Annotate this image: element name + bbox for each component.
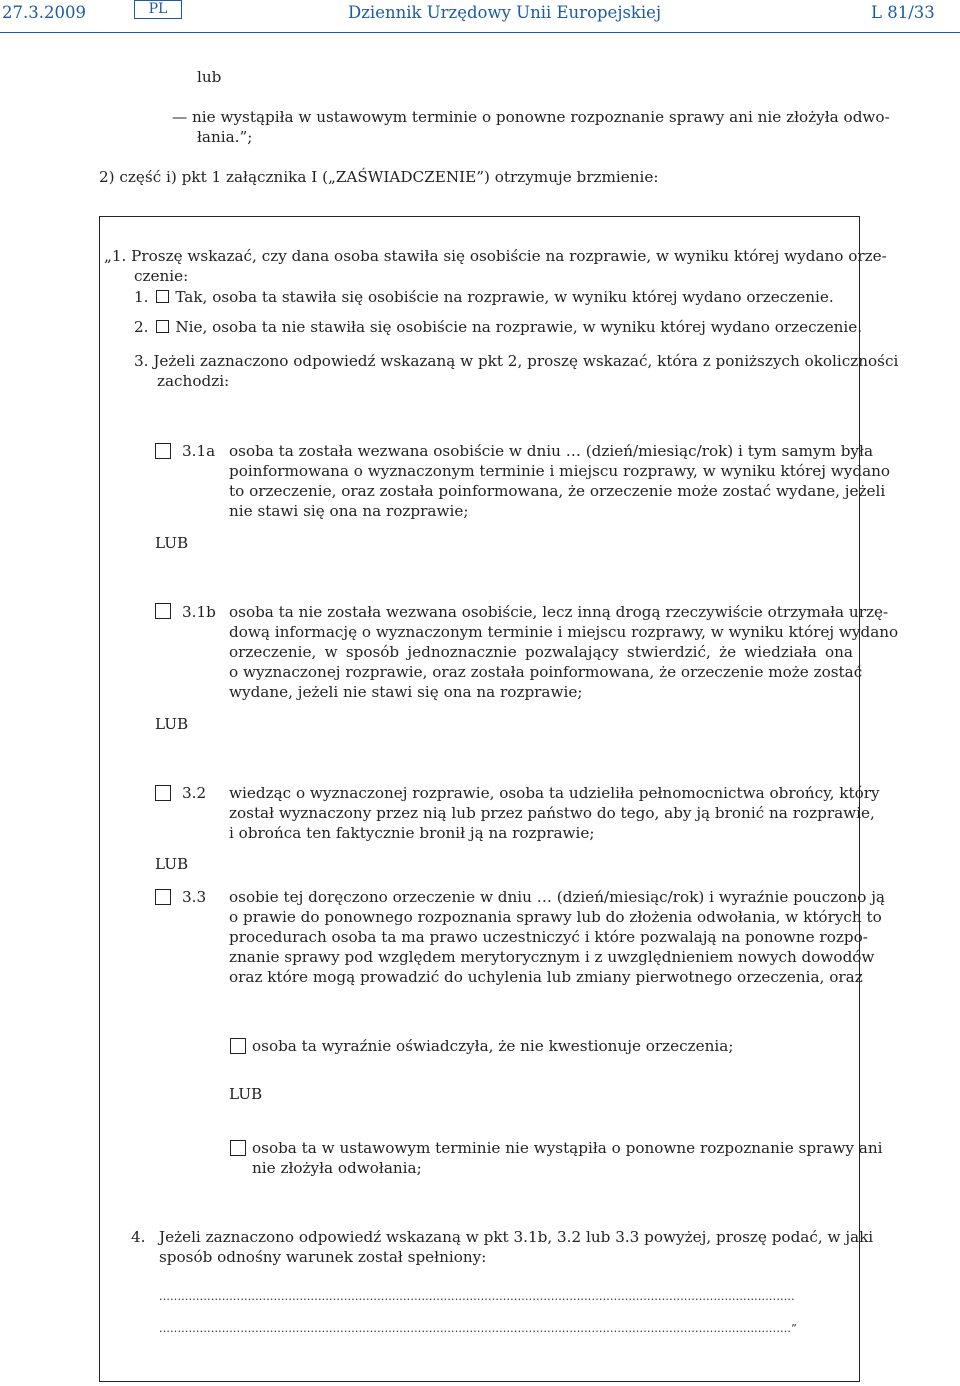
option-1-row [134, 287, 834, 307]
publication-date: 27.3.2009 [2, 3, 86, 22]
option-3-1a-line: osoba ta została wezwana osobiście w dniu … (dzień/miesiąc/rok) i tym samym była [229, 442, 873, 460]
option-2-number: 2. [134, 318, 149, 336]
sub-option-2-line-2: nie złożyła odwołania; [252, 1159, 422, 1177]
option-3-1b-line: orzeczenie, w sposób jednoznacznie pozwalający stwierdzić, że wiedziała ona [229, 643, 853, 661]
option-2-checkbox[interactable] [156, 320, 169, 333]
point-2: 2) część i) pkt 1 załącznika I („ZAŚWIADCZENIE”) otrzymuje brzmienie: [99, 168, 659, 186]
option-3-2-line: i obrońca ten faktycznie bronił ją na rozprawie; [229, 824, 595, 842]
option-3-1b-line: o wyznaczonej rozprawie, oraz została poinformowana, że orzeczenie może zostać [229, 663, 863, 681]
journal-title: Dziennik Urzędowy Unii Europejskiej [348, 3, 662, 22]
sub-option-1-text: osoba ta wyraźnie oświadczyła, że nie kwestionuje orzeczenia; [252, 1037, 734, 1055]
answer-dotted-line-2[interactable]: ...........................................................................................................................................................................” [159, 1322, 797, 1335]
option-3-3-line: o prawie do ponownego rozpoznania sprawy lub do złożenia odwołania, w których to [229, 908, 882, 926]
option-3-2-line: wiedząc o wyznaczonej rozprawie, osoba ta udzieliła pełnomocnictwa obrońcy, który [229, 784, 880, 802]
language-badge: PL [134, 0, 182, 19]
question-4-line-1: Jeżeli zaznaczono odpowiedź wskazaną w pkt 3.1b, 3.2 lub 3.3 powyżej, proszę podać, w jaki [159, 1228, 874, 1246]
lub-text: lub [197, 68, 222, 86]
question-4-line-2: sposób odnośny warunek został spełniony: [159, 1248, 487, 1266]
option-3-1a-line: to orzeczenie, oraz została poinformowana, że orzeczenie może zostać wydane, jeżeli [229, 482, 886, 500]
dash-line-1: — nie wystąpiła w ustawowym terminie o ponowne rozpoznanie sprawy ani nie złożyła odwo- [172, 108, 890, 126]
lub-separator: LUB [155, 715, 189, 733]
sub-option-2-line-1: osoba ta w ustawowym terminie nie wystąpiła o ponowne rozpoznanie sprawy ani [252, 1139, 883, 1157]
option-3-1a-line: nie stawi się ona na rozprawie; [229, 502, 469, 520]
sub-option-2-checkbox[interactable] [230, 1140, 246, 1156]
option-3-1a-line: poinformowana o wyznaczonym terminie i miejscu rozprawy, w wyniku której wydano [229, 462, 891, 480]
option-3-1b-line: dową informację o wyznaczonym terminie i miejscu rozprawy, w wyniku której wydano [229, 623, 899, 641]
option-3-3-line: znanie sprawy pod względem merytorycznym i z uwzględnieniem nowych dowodów [229, 948, 875, 966]
lub-separator: LUB [155, 534, 189, 552]
option-3-3-checkbox[interactable] [155, 889, 171, 905]
option-2-text: Nie, osoba ta nie stawiła się osobiście na rozprawie, w wyniku której wydano orzeczenie. [175, 318, 863, 336]
question-1-line-1: „1. Proszę wskazać, czy dana osoba stawiła się osobiście na rozprawie, w wyniku której wydano orze- [104, 247, 887, 265]
lub-separator: LUB [229, 1085, 263, 1103]
option-3-1b-line: wydane, jeżeli nie stawi się ona na rozprawie; [229, 683, 583, 701]
option-3-3-label: 3.3 [182, 888, 207, 906]
option-3-2-label: 3.2 [182, 784, 207, 802]
question-4-number: 4. [131, 1228, 146, 1246]
option-1-checkbox[interactable] [156, 290, 169, 303]
lub-separator: LUB [155, 855, 189, 873]
option-1-number: 1. [134, 288, 149, 306]
question-1-line-2: czenie: [134, 267, 189, 285]
option-2-row [134, 317, 862, 337]
option-3-line-1: 3. Jeżeli zaznaczono odpowiedź wskazaną w pkt 2, proszę wskazać, która z poniższych okoliczności [134, 352, 899, 370]
option-3-3-line: osobie tej doręczono orzeczenie w dniu … (dzień/miesiąc/rok) i wyraźnie pouczono ją [229, 888, 885, 906]
option-3-3-line: oraz które mogą prowadzić do uchylenia lub zmiany pierwotnego orzeczenia, oraz [229, 968, 863, 986]
dash-line-2: łania.”; [197, 128, 253, 146]
sub-option-1-checkbox[interactable] [230, 1038, 246, 1054]
option-3-1a-label: 3.1a [182, 442, 216, 460]
page-reference: L 81/33 [871, 3, 935, 22]
option-3-1a-checkbox[interactable] [155, 443, 171, 459]
option-3-1b-line: osoba ta nie została wezwana osobiście, lecz inną drogą rzeczywiście otrzymała urzę- [229, 603, 889, 621]
header-rule [0, 32, 960, 33]
option-3-2-checkbox[interactable] [155, 785, 171, 801]
option-3-3-line: procedurach osoba ta ma prawo uczestniczyć i które pozwalają na ponowne rozpo- [229, 928, 868, 946]
option-3-line-2: zachodzi: [157, 372, 230, 390]
option-3-1b-label: 3.1b [182, 603, 216, 621]
option-3-2-line: został wyznaczony przez nią lub przez państwo do tego, aby ją bronić na rozprawie, [229, 804, 875, 822]
option-3-1b-checkbox[interactable] [155, 603, 171, 619]
option-1-text: Tak, osoba ta stawiła się osobiście na rozprawie, w wyniku której wydano orzeczenie. [175, 288, 834, 306]
answer-dotted-line-1[interactable]: ............................................................................................................................................................................ [159, 1290, 795, 1303]
